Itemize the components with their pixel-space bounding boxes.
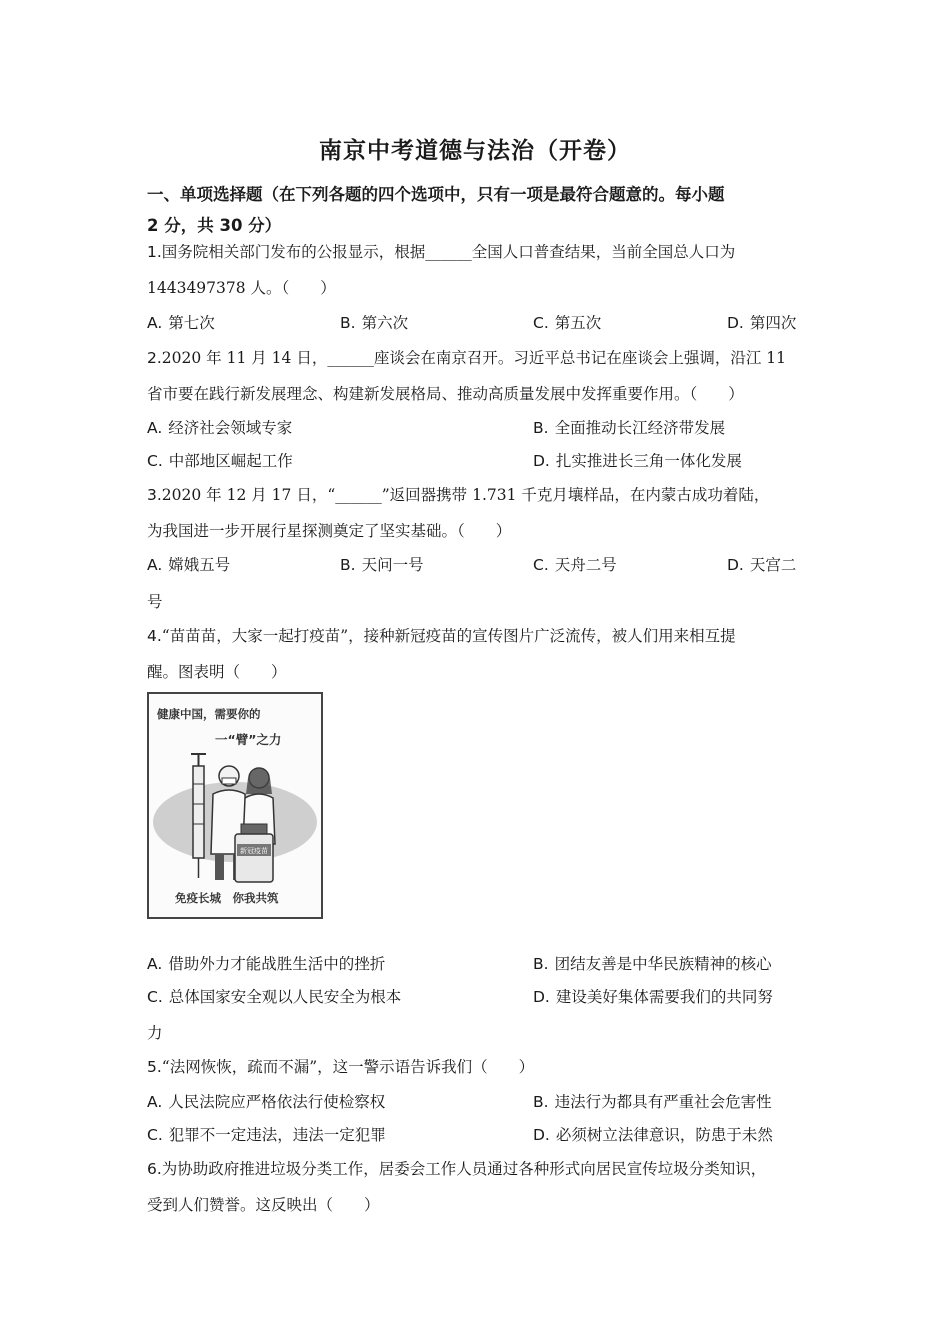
question-6-line1 <box>147 1157 766 1179</box>
option-text: 天问一号 <box>361 556 424 574</box>
option-text: 第五次 <box>554 314 602 332</box>
option-text: 中部地区崛起工作 <box>168 452 293 470</box>
option-label: B. <box>340 556 356 574</box>
question-text: 2020 年 12 月 17 日，“______”返回器携带 1.731 千克月壤样品，在内蒙古成功着陆， <box>161 486 770 504</box>
q2-option-c <box>147 449 293 471</box>
option-label: C. <box>147 452 163 470</box>
q1-option-d <box>727 311 796 333</box>
q5-option-c <box>147 1123 386 1145</box>
option-label: D. <box>533 452 550 470</box>
option-text: 人民法院应严格依法行使检察权 <box>168 1093 386 1111</box>
question-number: 1. <box>147 243 162 261</box>
question-3-line2: 为我国进一步开展行星探测奠定了坚实基础。（ ） <box>147 522 512 540</box>
q1-option-b <box>340 311 408 333</box>
q3-option-wrap: 号 <box>147 593 163 611</box>
option-label: C. <box>147 1126 163 1144</box>
question-number: 5. <box>147 1058 162 1076</box>
question-text: 为协助政府推进垃圾分类工作，居委会工作人员通过各种形式向居民宣传垃圾分类知识， <box>161 1160 767 1178</box>
question-number: 3. <box>147 486 162 504</box>
q4-option-a <box>147 952 385 974</box>
poster-caption-line1: 健康中国，需要你的 <box>157 707 261 721</box>
question-1-line1 <box>147 240 735 262</box>
q4-option-wrap: 力 <box>147 1024 163 1042</box>
question-1-line2: 1443497378 人。（ ） <box>147 279 336 297</box>
vaccine-bottle-icon <box>235 824 273 882</box>
vaccine-poster-illustration <box>149 694 321 917</box>
option-label: A. <box>147 419 163 437</box>
option-label: C. <box>147 988 163 1006</box>
q4-option-c <box>147 985 401 1007</box>
syringe-icon <box>191 754 206 878</box>
poster-bottom-caption: 免疫长城 你我共筑 <box>175 891 279 905</box>
option-text: 天舟二号 <box>554 556 617 574</box>
section-heading-line1: 一、单项选择题（在下列各题的四个选项中，只有一项是最符合题意的。每小题 <box>147 185 725 204</box>
q2-option-b <box>533 416 725 438</box>
option-label: B. <box>533 1093 549 1111</box>
option-label: A. <box>147 955 163 973</box>
question-number: 6. <box>147 1160 162 1178</box>
option-label: C. <box>533 556 549 574</box>
poster-caption-line2: 一“臂”之力 <box>215 732 282 747</box>
option-text: 第六次 <box>361 314 409 332</box>
option-text: 建设美好集体需要我们的共同努 <box>555 988 773 1006</box>
question-text: 国务院相关部门发布的公报显示，根据______全国人口普查结果，当前全国总人口为 <box>161 243 736 261</box>
option-label: A. <box>147 1093 163 1111</box>
vaccine-poster-image <box>147 692 323 919</box>
question-3-line1 <box>147 483 769 505</box>
option-text: 第四次 <box>749 314 797 332</box>
question-4-line1 <box>147 624 736 646</box>
option-text: 经济社会领域专家 <box>168 419 293 437</box>
question-text: “苗苗苗，大家一起打疫苗”，接种新冠疫苗的宣传图片广泛流传，被人们用来相互提 <box>161 627 736 645</box>
question-number: 4. <box>147 627 162 645</box>
option-text: 借助外力才能战胜生活中的挫折 <box>168 955 386 973</box>
option-text: 第七次 <box>168 314 215 332</box>
option-text: 嫦娥五号 <box>168 556 231 574</box>
option-label: D. <box>533 1126 550 1144</box>
question-4-line2: 醒。图表明（ ） <box>147 663 287 681</box>
option-label: A. <box>147 556 163 574</box>
section-heading-line2: 2 分，共 30 分） <box>147 216 282 235</box>
question-2-line2: 省市要在践行新发展理念、构建新发展格局、推动高质量发展中发挥重要作用。（ ） <box>147 385 744 403</box>
q1-option-c <box>533 311 601 333</box>
option-label: C. <box>533 314 549 332</box>
q5-option-a <box>147 1090 385 1112</box>
page-title: 南京中考道德与法治（开卷） <box>319 138 631 164</box>
q3-option-d <box>727 553 796 575</box>
option-text: 必须树立法律意识，防患于未然 <box>555 1126 773 1144</box>
option-label: D. <box>533 988 550 1006</box>
option-label: B. <box>533 955 549 973</box>
option-label: D. <box>727 556 744 574</box>
option-text: 扎实推进长三角一体化发展 <box>555 452 742 470</box>
q2-option-d <box>533 449 742 471</box>
option-label: A. <box>147 314 163 332</box>
option-text: 天宫二 <box>749 556 797 574</box>
question-2-line1 <box>147 346 786 368</box>
option-text: 全面推动长江经济带发展 <box>554 419 726 437</box>
question-5-line1 <box>147 1055 534 1077</box>
question-text: 2020 年 11 月 14 日，______座谈会在南京召开。习近平总书记在座谈会上强调，沿江 11 <box>161 349 786 367</box>
option-label: D. <box>727 314 744 332</box>
q3-option-a <box>147 553 230 575</box>
q3-option-c <box>533 553 617 575</box>
q4-option-b <box>533 952 772 974</box>
question-number: 2. <box>147 349 162 367</box>
bottle-label: 新冠疫苗 <box>240 847 268 855</box>
q5-option-b <box>533 1090 772 1112</box>
option-text: 犯罪不一定违法，违法一定犯罪 <box>168 1126 386 1144</box>
option-text: 违法行为都具有严重社会危害性 <box>554 1093 772 1111</box>
option-label: B. <box>533 419 549 437</box>
option-text: 总体国家安全观以人民安全为根本 <box>168 988 402 1006</box>
question-text: “法网恢恢，疏而不漏”，这一警示语告诉我们（ ） <box>161 1058 535 1076</box>
q2-option-a <box>147 416 292 438</box>
option-label: B. <box>340 314 356 332</box>
q3-option-b <box>340 553 424 575</box>
q5-option-d <box>533 1123 773 1145</box>
option-text: 团结友善是中华民族精神的核心 <box>554 955 772 973</box>
q1-option-a <box>147 311 215 333</box>
question-6-line2: 受到人们赞誉。这反映出（ ） <box>147 1196 380 1214</box>
q4-option-d <box>533 985 773 1007</box>
